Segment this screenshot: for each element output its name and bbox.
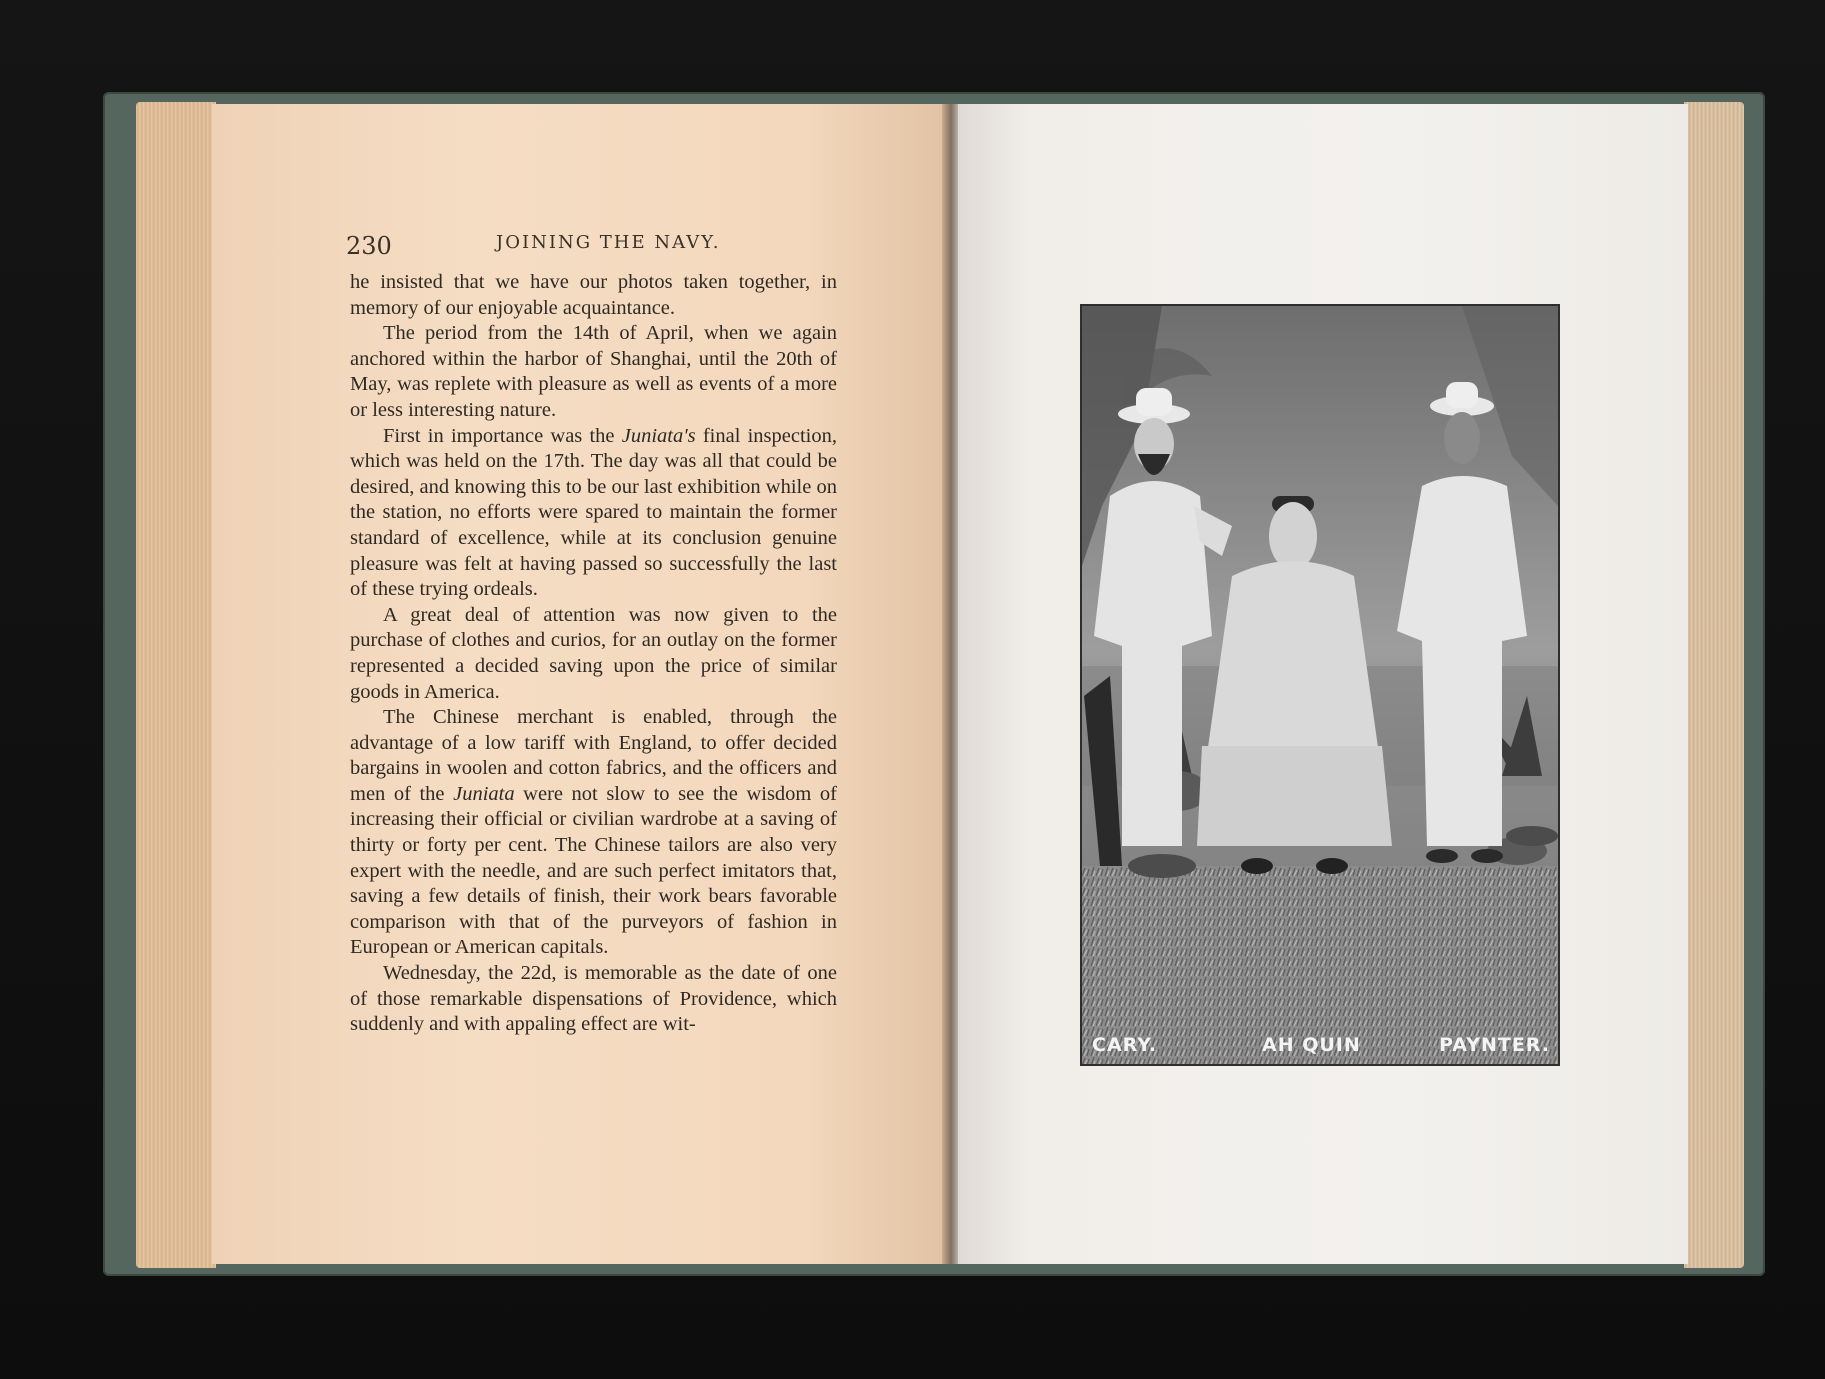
paragraph-3-end: final inspection, which was held on the 17th. The day was all that could be desired, and knowing this to be our last exhibition while on the station, no efforts were spared to maintain the former standard of excellence, while at its conclusion genuine pleasure was felt at having passed so successfully the last of these trying ordeals. [350,424,837,601]
paragraph-5 [350,705,837,961]
photograph-image [1082,306,1558,1064]
photo-caption-right: PAYNTER. [1439,1034,1550,1056]
photo-caption-center: AH QUIN [1262,1034,1361,1056]
page-number: 230 [346,232,392,260]
group-photograph [1080,304,1560,1066]
paragraph-2: The period from the 14th of April, when we again anchored within the harbor of Shanghai, until the 20th of May, was replete with pleasure as well as events of a more or less interesting nature. [350,322,837,421]
paragraph-3 [350,424,837,603]
paragraph-4: A great deal of attention was now given to the purchase of clothes and curios, for an outlay on the former represented a decided saving upon the price of similar goods in America. [350,603,837,703]
running-title: JOINING THE NAVY. [496,232,721,253]
ship-name-italic: Juniata [453,782,515,805]
left-page-edges [136,102,216,1268]
paragraph-3-start: First in importance was the [383,424,622,447]
paragraph-5-end: were not slow to see the wisdom of increasing their official or civilian wardrobe at a saving of thirty or forty per cent. The Chinese tailors are also very expert with the needle, and are such perfect imitators that, saving a few details of finish, their work bears favorable comparison with that of the purveyors of fashion in European or American capitals. [350,782,838,959]
right-page-edges [1684,102,1744,1268]
ship-name-italic: Juniata's [621,424,696,447]
photo-caption-left: CARY. [1092,1034,1158,1056]
paragraph-6: Wednesday, the 22d, is memorable as the date of one of those remarkable dispensations of Providence, which suddenly and with appaling effect are wit- [350,962,837,1036]
paragraph-5-start: The Chinese merchant is enabled, through the advantage of a low tariff with England, to offer decided bargains in woolen and cotton fabrics, and the officers and men of the [350,706,837,805]
paragraph-1: he insisted that we have our photos taken together, in memory of our enjoyable acquaintance. [350,271,837,319]
body-text [350,270,837,1038]
